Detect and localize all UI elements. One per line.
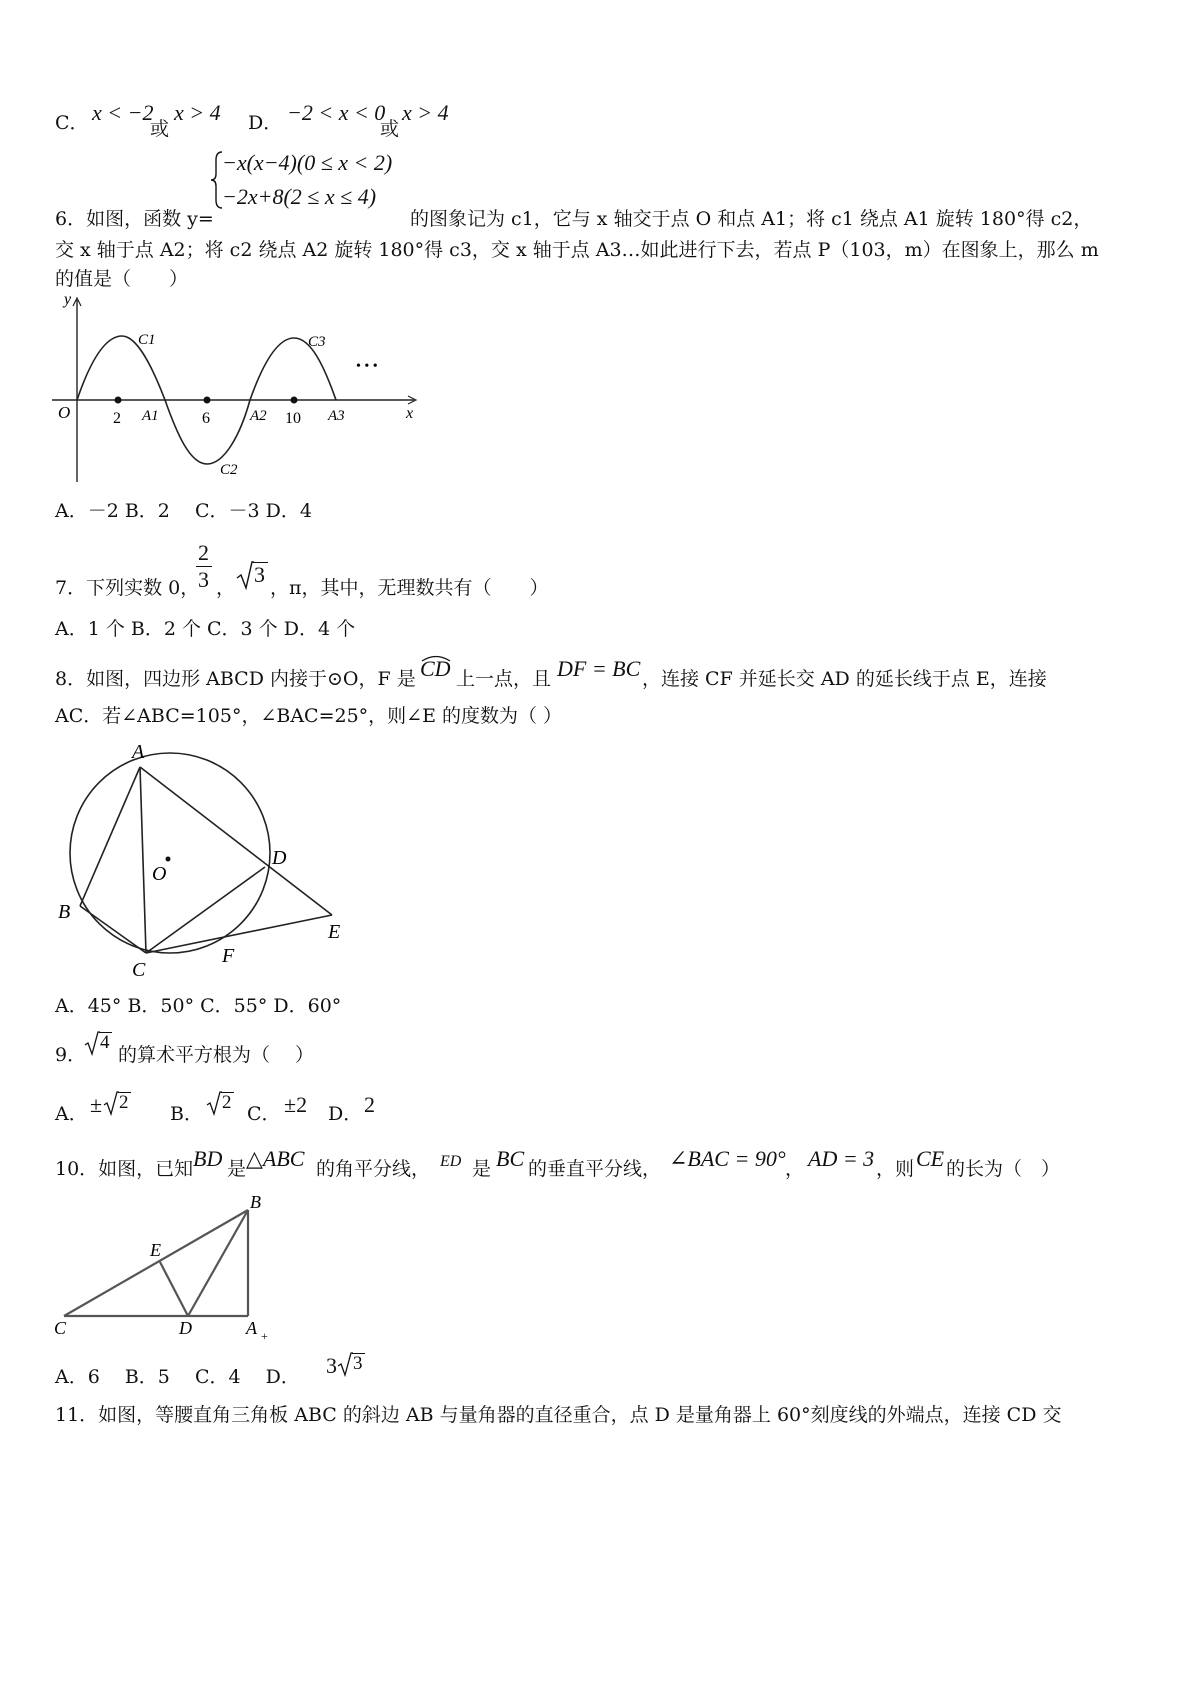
q8-arc-cd: CD [420, 656, 451, 681]
q10-ad: AD = 3 [808, 1146, 875, 1171]
q10-bd: BD [193, 1146, 223, 1171]
q10-angle: ∠BAC = 90° [669, 1146, 786, 1171]
sqrt-icon [84, 1030, 100, 1056]
sqrt-icon [337, 1351, 353, 1377]
q5-c-or: 或 [150, 118, 170, 140]
q6-line3: 的值是（ ） [55, 268, 189, 290]
label-o: O [152, 863, 167, 885]
label-c2: C2 [220, 462, 238, 478]
tick-2: 2 [113, 410, 121, 427]
q10-mid2: 的垂直平分线， [528, 1158, 662, 1180]
segment-db [188, 1210, 248, 1316]
q5-d-expr2: x > 4 [402, 100, 449, 125]
q8-figure [52, 740, 362, 980]
sqrt-icon [236, 560, 254, 590]
q5-d-expr1: −2 < x < 0 [287, 100, 386, 125]
q9-opt-c-label: C． [247, 1103, 281, 1125]
q9-opt-b-label: B． [170, 1103, 203, 1125]
label-a: A [246, 1318, 257, 1338]
label-c1: C1 [138, 332, 156, 348]
q10-ce: CE [916, 1146, 945, 1171]
q6-prefix: 6．如图，函数 y= [55, 208, 214, 230]
q5-option-c [55, 112, 89, 134]
q6-line1: 的图象记为 c1，它与 x 轴交于点 O 和点 A1；将 c1 绕点 A1 旋转 180°得 c2， [410, 208, 1093, 230]
label-a3: A3 [328, 408, 345, 424]
point-2 [115, 397, 122, 404]
q5-option-d: D． [248, 112, 283, 134]
segment-ce [146, 915, 332, 953]
q10-bc: BC [496, 1146, 525, 1171]
q10-then: ，则 [876, 1158, 915, 1180]
q8-rest1: ，连接 CF 并延长交 AD 的延长线于点 E，连接 [642, 668, 1047, 690]
q7-rest: ，π，其中，无理数共有（ ） [270, 577, 549, 599]
label-a: A [132, 741, 145, 763]
label-a1: A1 [142, 408, 159, 424]
q9-opt-a-pm: ± [90, 1092, 103, 1117]
label-e: E [328, 921, 341, 943]
label-f: F [222, 945, 235, 967]
q10-figure [52, 1188, 282, 1348]
y-label: y [64, 296, 72, 308]
q9-opt-b-arg: 2 [222, 1092, 232, 1113]
sqrt-icon [103, 1090, 119, 1116]
q7-comma: ， [216, 577, 236, 599]
label-d: D [179, 1318, 192, 1338]
q9-opt-d-val: 2 [364, 1092, 375, 1117]
q5-c-expr1: x < −2 [92, 100, 154, 125]
q7-prefix: 7．下列实数 0， [55, 577, 200, 599]
q8-prefix: 8．如图，四边形 ABCD 内接于⊙O，F 是 [55, 668, 416, 690]
q10-tri: △ABC [246, 1146, 305, 1171]
q10-rest: 的长为（ ） [946, 1158, 1061, 1180]
q6-piece1: −x(x−4)(0 ≤ x < 2) [222, 150, 393, 175]
plus-mark: + [261, 1329, 268, 1343]
segment-ed [160, 1262, 188, 1316]
center-point [166, 857, 171, 862]
q9-opt-c-val: ±2 [284, 1092, 308, 1117]
q10-opt-d-arg: 3 [353, 1353, 363, 1374]
q9-prefix: 9． [55, 1044, 87, 1066]
q9-rest: 的算术平方根为（ ） [118, 1044, 315, 1066]
q10-is1: 是 [227, 1158, 247, 1180]
q6-piece2: −2x+8(2 ≤ x ≤ 4) [222, 184, 377, 209]
sqrt-icon [206, 1090, 222, 1116]
segment-ac [140, 767, 146, 953]
label-a2: A2 [250, 408, 267, 424]
q7-frac-num: 2 [198, 540, 209, 565]
q5-d-or: 或 [380, 118, 400, 140]
q5-c-expr2: x > 4 [174, 100, 221, 125]
segment-bc [80, 906, 146, 953]
q7-frac-den: 3 [198, 567, 209, 592]
q9-opt-a-arg: 2 [119, 1092, 129, 1113]
q10-ed: ED [440, 1153, 462, 1170]
q8-line2: AC．若∠ABC=105°，∠BAC=25°，则∠E 的度数为（ ） [55, 705, 563, 727]
q10-options: A．6 B．5 C．4 D． [55, 1366, 300, 1388]
segment-ae [140, 767, 332, 915]
q6-options: A．－2 B．2 C．－3 D．4 [55, 500, 312, 522]
q11-text: 11．如图，等腰直角三角板 ABC 的斜边 AB 与量角器的直径重合，点 D 是量角器上 60°刻度线的外端点，连接 CD 交 [55, 1404, 1062, 1426]
segment-cb [64, 1210, 248, 1316]
label-b: B [58, 901, 71, 923]
tick-10: 10 [285, 410, 301, 427]
q8-options: A．45° B．50° C．55° D．60° [55, 995, 342, 1017]
option-label: C． [55, 112, 89, 134]
origin-label: O [58, 403, 71, 422]
q6-line2: 交 x 轴于点 A2；将 c2 绕点 A2 旋转 180°得 c3，交 x 轴于点 A3…如此进行下去，若点 P（103，m）在图象上，那么 m [55, 239, 1099, 261]
label-d: D [272, 847, 287, 869]
q8-eq: DF = BC [557, 656, 641, 681]
q10-opt-d-coef: 3 [326, 1353, 337, 1378]
q8-mid1: 上一点，且 [456, 668, 552, 690]
q10-comma: ， [785, 1158, 805, 1180]
label-c: C [54, 1318, 67, 1338]
q9-sqrt-arg: 4 [100, 1032, 110, 1053]
x-label: x [406, 405, 414, 422]
label-e: E [150, 1240, 161, 1260]
segment-ab [80, 767, 140, 906]
continuation-dots: • • • [356, 359, 378, 374]
tick-6: 6 [202, 410, 210, 427]
label-c: C [132, 959, 146, 980]
q7-sqrt-arg: 3 [254, 562, 265, 587]
label-b: B [250, 1192, 261, 1212]
circle-o [70, 753, 270, 953]
q7-options: A．1 个 B．2 个 C．3 个 D．4 个 [55, 618, 356, 640]
q10-prefix: 10．如图，已知 [55, 1158, 194, 1180]
point-10 [291, 397, 298, 404]
point-6 [204, 397, 211, 404]
q10-is2: 是 [472, 1158, 492, 1180]
label-c3: C3 [308, 334, 326, 350]
q6-graph [52, 296, 432, 486]
q9-opt-d-label: D． [328, 1103, 363, 1125]
q9-opt-a-label: A． [55, 1103, 88, 1125]
q10-mid1: 的角平分线， [316, 1158, 431, 1180]
